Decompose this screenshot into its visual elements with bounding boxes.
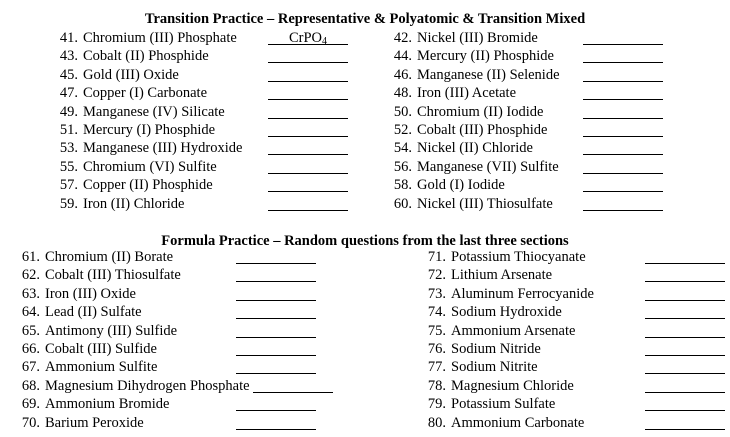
answer-blank[interactable] bbox=[268, 122, 348, 137]
question-item bbox=[400, 358, 538, 376]
question-item bbox=[36, 121, 215, 139]
question-item bbox=[0, 322, 177, 340]
answer-blank[interactable] bbox=[268, 30, 348, 45]
answer-blank[interactable] bbox=[583, 30, 663, 45]
question-number: 49. bbox=[59, 103, 78, 120]
question-compound-name: Chromium (VI) Sulfite bbox=[83, 158, 217, 175]
answer-blank[interactable] bbox=[236, 286, 316, 301]
answer-blank[interactable] bbox=[236, 359, 316, 374]
question-item bbox=[370, 29, 538, 47]
question-number: 75. bbox=[427, 322, 446, 339]
question-item bbox=[400, 285, 594, 303]
question-compound-name: Mercury (I) Phosphide bbox=[83, 122, 216, 138]
answer-blank[interactable] bbox=[645, 378, 725, 393]
question-item bbox=[370, 139, 533, 157]
answer-subscript: 4 bbox=[322, 36, 328, 47]
question-compound-name: Copper (I) Carbonate bbox=[83, 85, 208, 102]
question-compound-name: Lead (II) Sulfate bbox=[45, 304, 142, 321]
question-compound-name: Chromium (II) Iodide bbox=[417, 103, 544, 120]
question-item bbox=[36, 103, 225, 121]
question-number: 45. bbox=[59, 66, 78, 83]
answer-blank[interactable] bbox=[645, 286, 725, 301]
question-compound-name: Manganese (III) Hydroxide bbox=[83, 140, 243, 157]
question-item bbox=[0, 248, 173, 266]
answer-blank[interactable] bbox=[236, 249, 316, 264]
question-number: 72. bbox=[427, 267, 446, 284]
question-number: 65. bbox=[21, 322, 40, 339]
answer-text: CrPO bbox=[288, 30, 323, 46]
question-number: 79. bbox=[427, 396, 446, 413]
question-compound-name: Magnesium Dihydrogen Phosphate bbox=[45, 377, 250, 394]
answer-blank[interactable] bbox=[253, 378, 333, 393]
answer-blank[interactable] bbox=[645, 249, 725, 264]
question-number: 54. bbox=[393, 140, 412, 157]
question-number: 53. bbox=[59, 140, 78, 157]
question-item bbox=[0, 414, 144, 432]
question-item bbox=[0, 266, 181, 284]
question-compound-name: Gold (III) Oxide bbox=[83, 66, 179, 83]
question-compound-name: Sodium Nitride bbox=[451, 341, 541, 357]
question-number: 67. bbox=[21, 359, 40, 376]
question-item bbox=[400, 395, 555, 413]
question-item bbox=[36, 139, 242, 157]
answer-blank[interactable] bbox=[268, 177, 348, 192]
section2-title: Formula Practice – Random questions from the last three sections bbox=[161, 233, 569, 249]
question-compound-name: Sodium Nitrite bbox=[451, 359, 538, 376]
question-item bbox=[370, 84, 516, 102]
question-compound-name: Ammonium Sulfite bbox=[45, 359, 158, 376]
answer-blank[interactable] bbox=[268, 104, 348, 119]
question-number: 57. bbox=[59, 177, 78, 194]
question-number: 70. bbox=[21, 414, 40, 431]
question-compound-name: Lithium Arsenate bbox=[451, 267, 553, 284]
answer-blank[interactable] bbox=[583, 177, 663, 192]
answer-blank[interactable] bbox=[236, 323, 316, 338]
question-item bbox=[370, 66, 560, 84]
question-number: 60. bbox=[393, 195, 412, 212]
question-item bbox=[36, 47, 209, 65]
answer-blank[interactable] bbox=[583, 159, 663, 174]
question-compound-name: Ammonium Arsenate bbox=[451, 322, 576, 339]
answer-blank[interactable] bbox=[645, 304, 725, 319]
question-compound-name: Nickel (II) Chloride bbox=[417, 140, 533, 157]
question-compound-name: Gold (I) Iodide bbox=[417, 177, 505, 194]
question-compound-name: Iron (III) Acetate bbox=[417, 85, 517, 102]
answer-blank[interactable] bbox=[268, 196, 348, 211]
question-compound-name: Cobalt (III) Sulfide bbox=[45, 341, 157, 357]
answer-blank[interactable] bbox=[645, 323, 725, 338]
answer-blank[interactable] bbox=[645, 267, 725, 282]
question-compound-name: Iron (II) Chloride bbox=[83, 195, 185, 212]
question-number: 62. bbox=[21, 267, 40, 284]
question-item bbox=[400, 266, 552, 284]
answer-blank[interactable] bbox=[645, 341, 725, 356]
question-item bbox=[400, 303, 562, 321]
question-compound-name: Manganese (VII) Sulfite bbox=[417, 158, 559, 175]
question-compound-name: Nickel (III) Thiosulfate bbox=[417, 195, 553, 212]
answer-blank[interactable] bbox=[583, 85, 663, 100]
answer-blank[interactable] bbox=[583, 48, 663, 63]
question-item bbox=[400, 322, 575, 340]
answer-blank[interactable] bbox=[645, 396, 725, 411]
question-number: 47. bbox=[59, 85, 78, 102]
question-compound-name: Iron (III) Oxide bbox=[45, 285, 136, 302]
question-item bbox=[400, 248, 586, 266]
question-item bbox=[370, 195, 553, 213]
answer-blank[interactable] bbox=[268, 85, 348, 100]
question-number: 50. bbox=[393, 103, 412, 120]
answer-blank[interactable] bbox=[236, 341, 316, 356]
question-item bbox=[36, 66, 179, 84]
question-number: 55. bbox=[59, 158, 78, 175]
question-item bbox=[370, 121, 547, 139]
question-compound-name: Sodium Hydroxide bbox=[451, 304, 562, 321]
question-compound-name: Aluminum Ferrocyanide bbox=[451, 285, 594, 302]
answer-blank[interactable] bbox=[645, 359, 725, 374]
question-item bbox=[36, 195, 184, 213]
question-number: 73. bbox=[427, 285, 446, 302]
question-compound-name: Manganese (IV) Silicate bbox=[83, 103, 225, 120]
answer-blank[interactable] bbox=[583, 140, 663, 155]
question-item bbox=[36, 84, 207, 102]
question-number: 44. bbox=[393, 48, 412, 65]
question-item bbox=[0, 303, 142, 321]
answer-blank[interactable] bbox=[236, 304, 316, 319]
answer-blank[interactable] bbox=[583, 196, 663, 211]
question-compound-name: Magnesium Chloride bbox=[451, 377, 574, 394]
question-compound-name: Barium Peroxide bbox=[45, 414, 144, 431]
question-number: 77. bbox=[427, 359, 446, 376]
question-number: 76. bbox=[427, 341, 446, 357]
section1-title: Transition Practice – Representative & Polyatomic & Transition Mixed bbox=[144, 11, 586, 27]
answer-blank[interactable] bbox=[268, 159, 348, 174]
answer-blank[interactable] bbox=[236, 396, 316, 411]
question-number: 74. bbox=[427, 304, 446, 321]
question-compound-name: Cobalt (II) Phosphide bbox=[83, 48, 209, 65]
question-number: 80. bbox=[427, 414, 446, 431]
question-number: 61. bbox=[21, 249, 40, 265]
question-compound-name: Cobalt (III) Phosphide bbox=[417, 122, 548, 138]
question-compound-name: Nickel (III) Bromide bbox=[417, 30, 538, 46]
question-number: 51. bbox=[59, 122, 78, 138]
answer-blank[interactable] bbox=[268, 67, 348, 82]
question-item bbox=[370, 176, 505, 194]
question-number: 43. bbox=[59, 48, 78, 65]
question-item bbox=[0, 285, 136, 303]
question-number: 64. bbox=[21, 304, 40, 321]
question-compound-name: Chromium (III) Phosphate bbox=[83, 30, 237, 46]
question-item bbox=[36, 158, 217, 176]
question-item bbox=[370, 47, 554, 65]
question-number: 66. bbox=[21, 341, 40, 357]
question-number: 71. bbox=[427, 249, 446, 265]
question-item bbox=[400, 377, 574, 395]
question-item bbox=[36, 176, 213, 194]
question-number: 41. bbox=[59, 30, 78, 46]
question-item bbox=[370, 103, 543, 121]
question-compound-name: Copper (II) Phosphide bbox=[83, 177, 213, 194]
question-number: 59. bbox=[59, 195, 78, 212]
question-number: 48. bbox=[393, 85, 412, 102]
question-compound-name: Cobalt (III) Thiosulfate bbox=[45, 267, 181, 284]
question-number: 68. bbox=[21, 377, 40, 394]
answer-blank[interactable] bbox=[583, 104, 663, 119]
question-compound-name: Manganese (II) Selenide bbox=[417, 66, 560, 83]
answer-blank[interactable] bbox=[645, 415, 725, 430]
question-number: 58. bbox=[393, 177, 412, 194]
question-item bbox=[0, 358, 157, 376]
question-number: 69. bbox=[21, 396, 40, 413]
question-compound-name: Mercury (II) Phosphide bbox=[417, 48, 554, 65]
question-number: 56. bbox=[393, 158, 412, 175]
question-number: 52. bbox=[393, 122, 412, 138]
question-item bbox=[0, 377, 250, 395]
question-compound-name: Potassium Thiocyanate bbox=[451, 249, 586, 265]
answer-blank[interactable] bbox=[236, 415, 316, 430]
question-compound-name: Ammonium Bromide bbox=[45, 396, 170, 413]
question-compound-name: Ammonium Carbonate bbox=[451, 414, 585, 431]
answer-blank[interactable] bbox=[268, 48, 348, 63]
answer-blank[interactable] bbox=[268, 140, 348, 155]
question-number: 78. bbox=[427, 377, 446, 394]
answer-blank[interactable] bbox=[236, 267, 316, 282]
answer-blank[interactable] bbox=[583, 122, 663, 137]
question-item bbox=[400, 340, 541, 358]
question-item bbox=[0, 340, 157, 358]
answer-blank[interactable] bbox=[583, 67, 663, 82]
question-number: 46. bbox=[393, 66, 412, 83]
question-item bbox=[370, 158, 559, 176]
question-item bbox=[36, 29, 237, 47]
question-number: 63. bbox=[21, 285, 40, 302]
question-item bbox=[0, 395, 169, 413]
question-compound-name: Potassium Sulfate bbox=[451, 396, 556, 413]
question-compound-name: Antimony (III) Sulfide bbox=[45, 322, 178, 339]
question-number: 42. bbox=[393, 30, 412, 46]
question-item bbox=[400, 414, 584, 432]
question-compound-name: Chromium (II) Borate bbox=[45, 249, 174, 265]
